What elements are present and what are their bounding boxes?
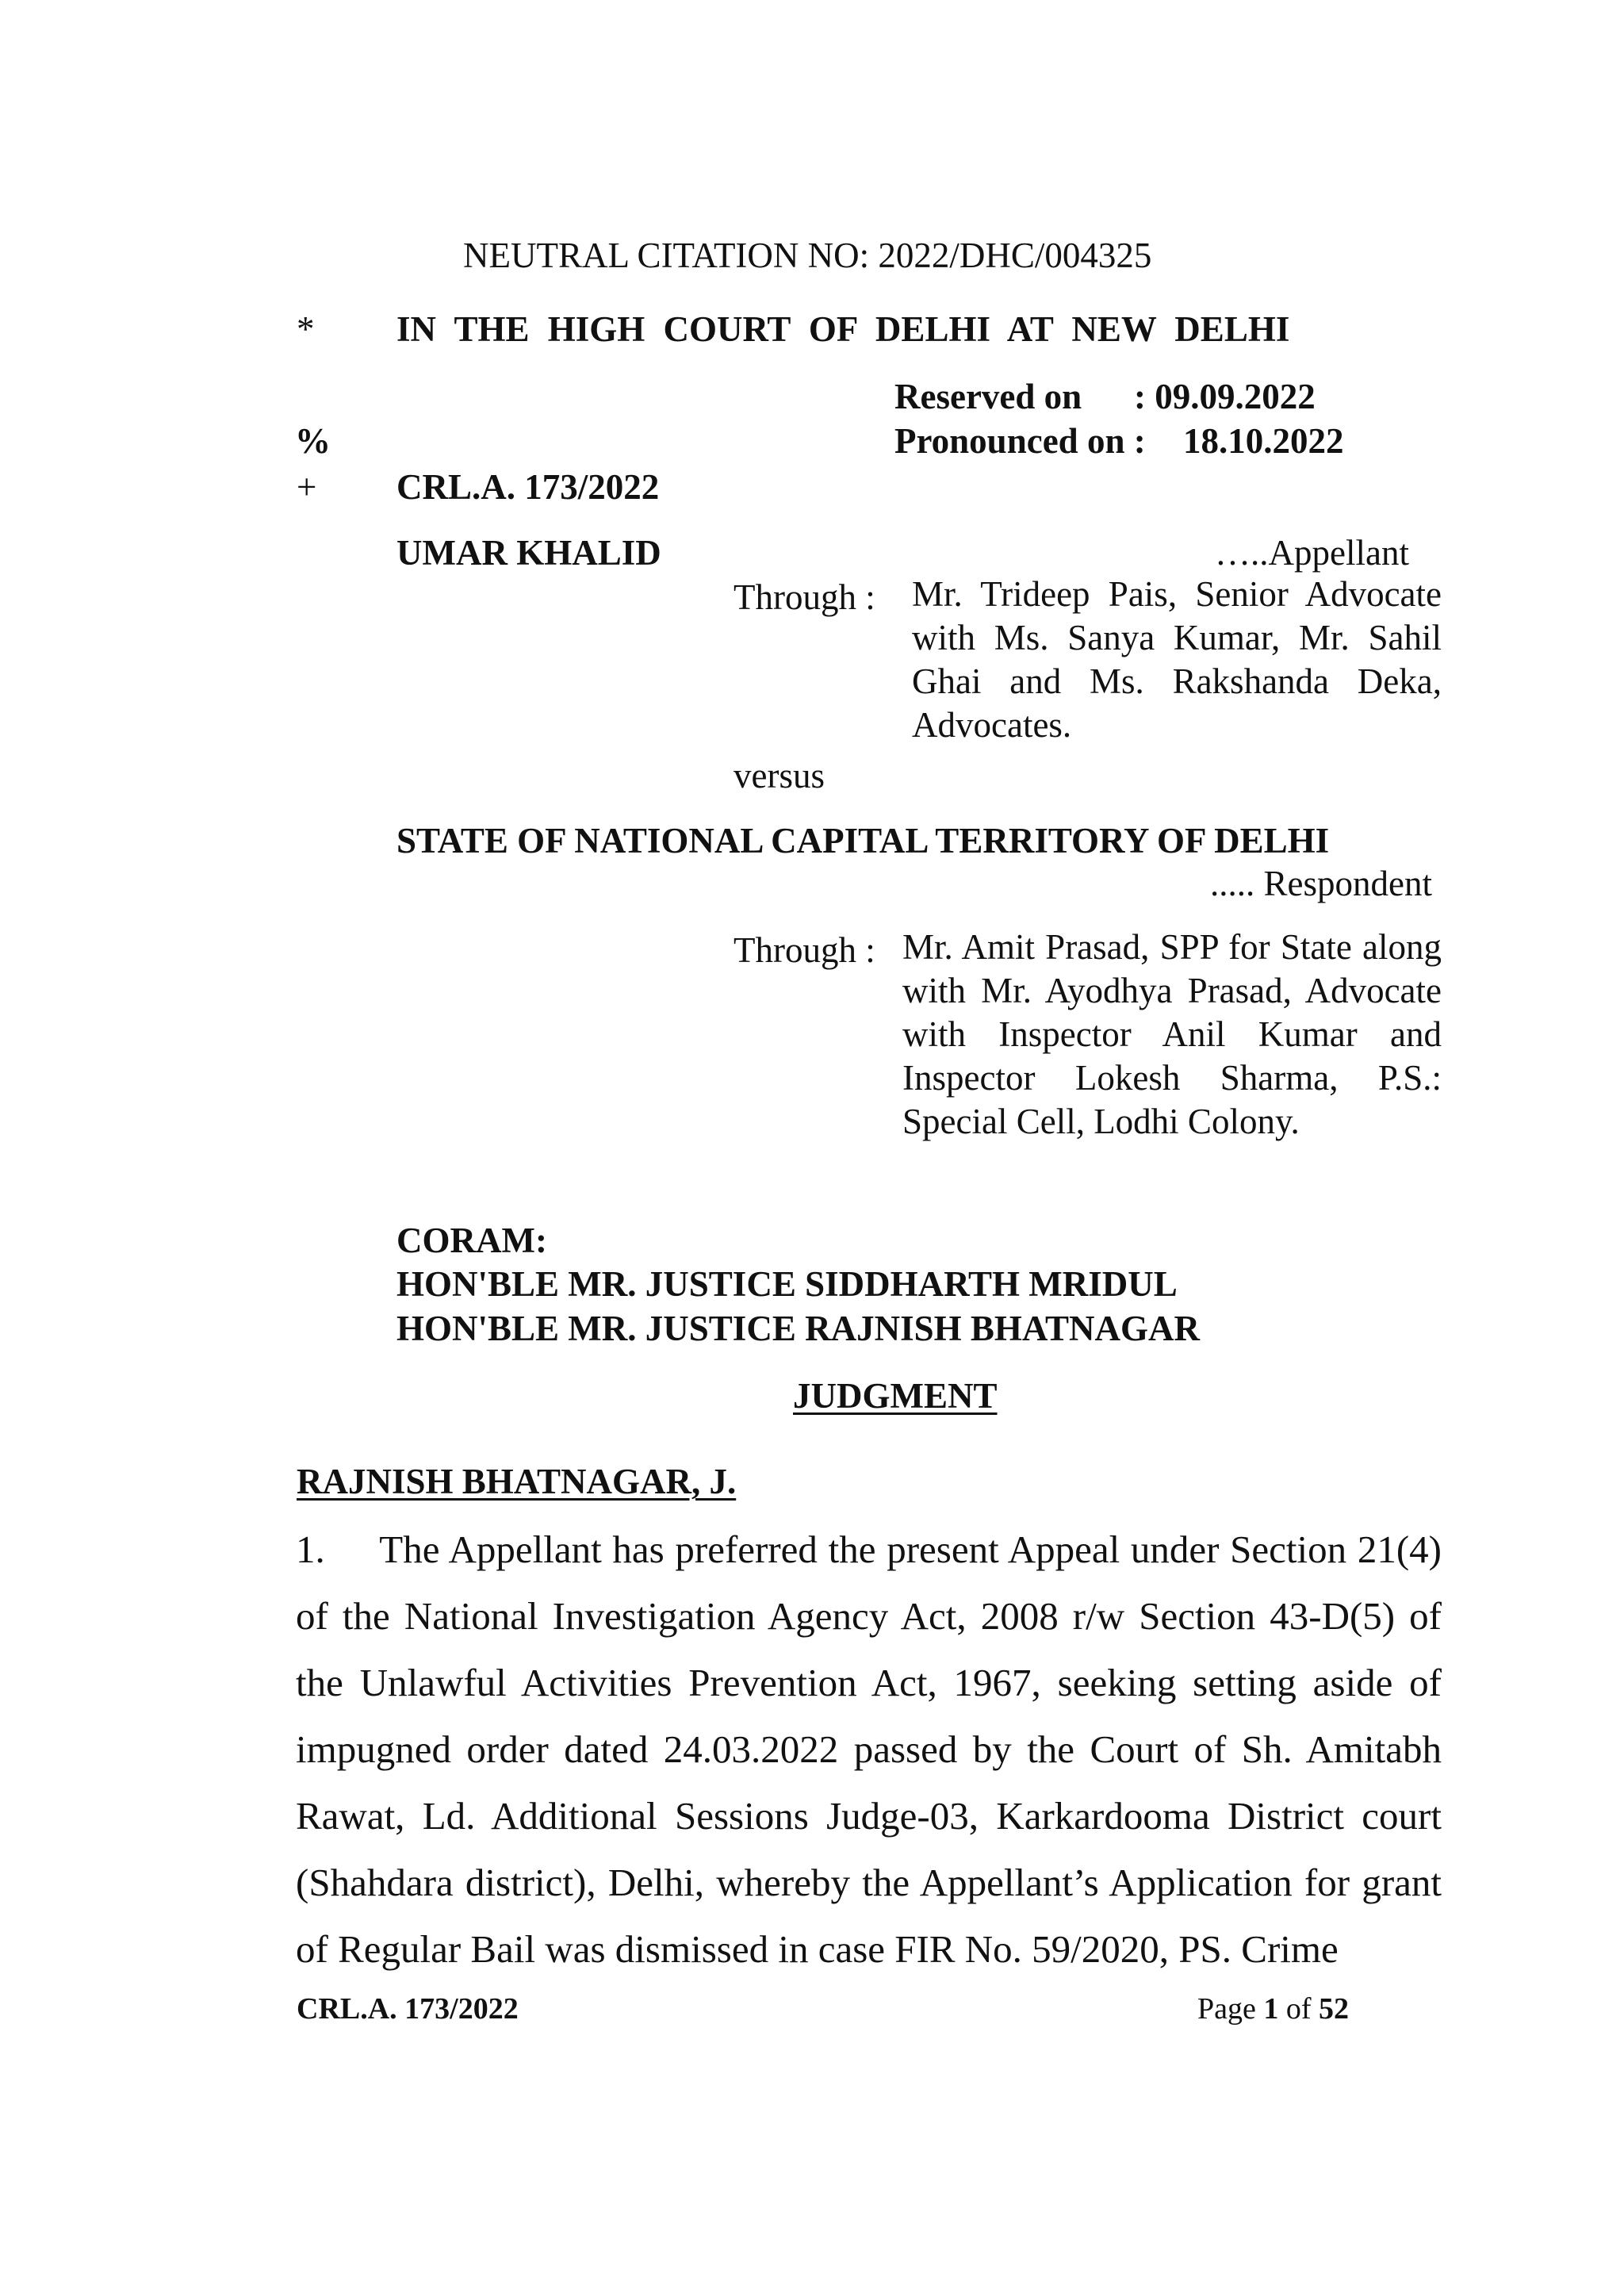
footer-page-indicator (1197, 1994, 1349, 2024)
case-number: CRL.A. 173/2022 (396, 467, 660, 507)
appellant-through-label: Through : (733, 577, 875, 617)
page-current: 1 (1263, 1992, 1279, 2026)
coram-judge-2: HON'BLE MR. JUSTICE RAJNISH BHATNAGAR (396, 1309, 1201, 1348)
footer-case-number: CRL.A. 173/2022 (297, 1992, 519, 2026)
reserved-date: : 09.09.2022 (1134, 377, 1316, 416)
reserved-label: Reserved on (894, 377, 1082, 416)
respondent-name: STATE OF NATIONAL CAPITAL TERRITORY OF DELHI (396, 821, 1330, 861)
neutral-citation: NEUTRAL CITATION NO: 2022/DHC/004325 (463, 236, 1152, 275)
coram-judge-1: HON'BLE MR. JUSTICE SIDDHARTH MRIDUL (396, 1264, 1178, 1304)
appellant-role: …..Appellant (1215, 533, 1409, 573)
page-total: 52 (1319, 1992, 1350, 2026)
percent-mark: % (295, 421, 331, 461)
page-prefix: Page (1197, 1992, 1264, 2026)
pronounced-date: 18.10.2022 (1183, 421, 1344, 461)
court-name: IN THE HIGH COURT OF DELHI AT NEW DELHI (396, 309, 1290, 349)
paragraph-1: 1. The Appellant has preferred the present Appeal under Section 21(4) of the National Investigation Agency Act, 2008 r/w Section 43-D(5) of the Unlawful Activities Prevention Act, 1967, seeking setting aside of impugned order dated 24.03.2022 passed by the Court of Sh. Amitabh Rawat, Ld. Additional Sessions Judge-03, Karkardooma District court (Shahdara district), Delhi, whereby the Appellant’s Application for grant of Regular Bail was dismissed in case FIR No. 59/2020, PS. Crime (296, 1527, 1442, 1971)
appellant-name: UMAR KHALID (396, 533, 661, 573)
versus-text: versus (733, 756, 825, 795)
appellant-advocates: Mr. Trideep Pais, Senior Advocate with Ms. Sanya Kumar, Mr. Sahil Ghai and Ms. Rakshanda Deka, Advocates. (912, 574, 1442, 745)
respondent-advocates: Mr. Amit Prasad, SPP for State along with Mr. Ayodhya Prasad, Advocate with Inspector Anil Kumar and Inspector Lokesh Sharma, P.S.: Special Cell, Lodhi Colony. (902, 927, 1442, 1141)
respondent-role: ..... Respondent (1210, 864, 1432, 903)
coram-label: CORAM: (396, 1221, 547, 1260)
pronounced-label: Pronounced on : (894, 421, 1146, 461)
author-heading: RAJNISH BHATNAGAR, J. (297, 1462, 737, 1501)
plus-mark: + (297, 467, 317, 507)
judgment-title: JUDGMENT (793, 1376, 998, 1416)
page-of: of (1278, 1992, 1320, 2026)
star-mark: * (297, 309, 315, 349)
respondent-through-label: Through : (733, 930, 875, 970)
